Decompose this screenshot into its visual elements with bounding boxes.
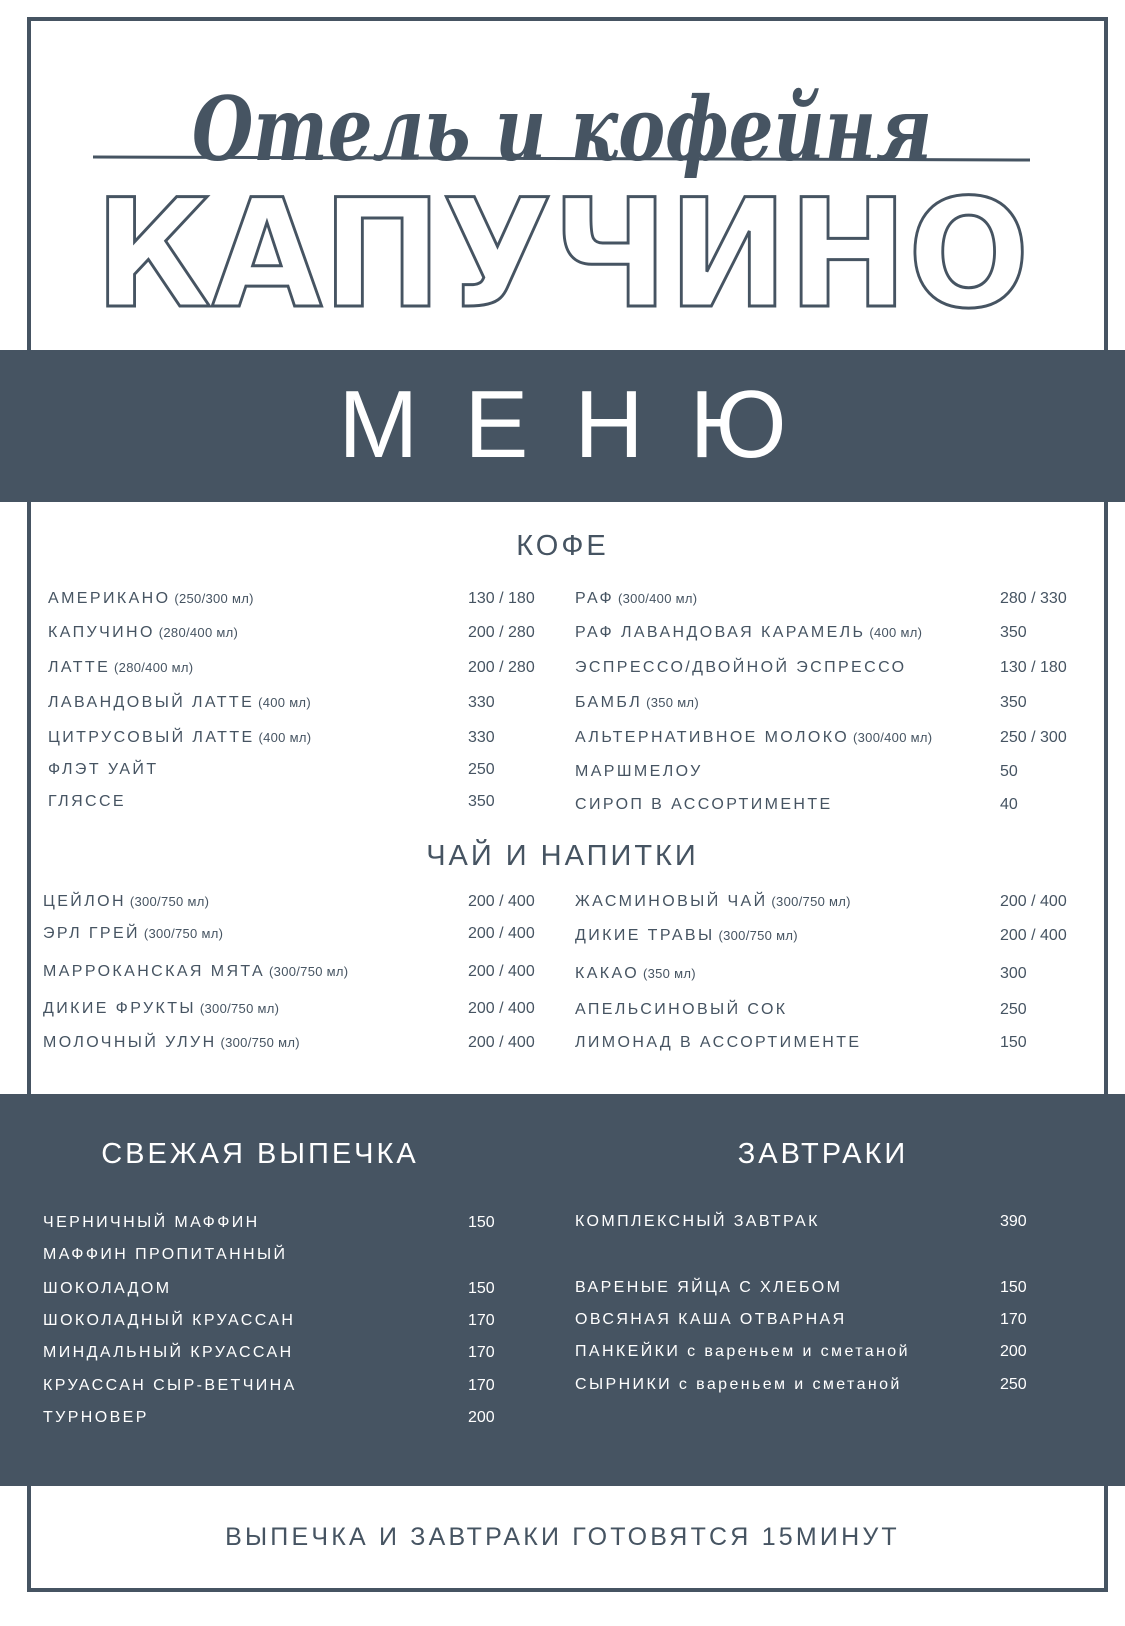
- menu-item-name: [48, 624, 238, 642]
- menu-item-name: [43, 1246, 287, 1264]
- menu-item-price: 280 / 330: [1000, 590, 1067, 607]
- menu-item-name: [575, 694, 699, 712]
- menu-item-title: РАФ: [575, 590, 615, 607]
- menu-item-name: [575, 763, 703, 781]
- menu-item-price: 150: [1000, 1279, 1027, 1296]
- menu-item-name: [43, 1000, 279, 1018]
- menu-item-title: ДИКИЕ ФРУКТЫ: [43, 1000, 196, 1017]
- menu-item-volume: (300/750 мл): [265, 964, 349, 979]
- menu-item-title: КАКАО: [575, 965, 640, 982]
- frame-bottom-line: [27, 1588, 1108, 1592]
- menu-item-price: 330: [468, 729, 495, 746]
- menu-item-title: ОВСЯНАЯ КАША ОТВАРНАЯ: [575, 1311, 847, 1328]
- menu-item-title: БАМБЛ: [575, 694, 643, 711]
- menu-item-volume: (300/750 мл): [714, 928, 798, 943]
- menu-item-name: [575, 1213, 820, 1231]
- menu-item-name: [43, 1034, 300, 1052]
- menu-item-title: ВАРЕНЫЕ ЯЙЦА С ХЛЕБОМ: [575, 1279, 843, 1296]
- menu-item-name: [43, 1344, 294, 1362]
- menu-item-price: 250: [1000, 1376, 1027, 1393]
- menu-item-name: [48, 659, 193, 677]
- menu-item-price: 200 / 400: [1000, 893, 1067, 910]
- menu-item-price: 200: [1000, 1343, 1027, 1360]
- menu-item-title: ДИКИЕ ТРАВЫ: [575, 927, 715, 944]
- menu-item-title: ШОКОЛАДОМ: [43, 1280, 172, 1297]
- menu-item-price: 350: [1000, 694, 1027, 711]
- coffee-section-title: КОФЕ: [516, 530, 609, 562]
- logo-script-text: Отель и кофейня: [192, 77, 932, 181]
- menu-item-price: 200 / 280: [468, 659, 535, 676]
- menu-item-name: [575, 1279, 842, 1297]
- menu-item-title: ПАНКЕЙКИ с вареньем и сметаной: [575, 1343, 910, 1360]
- menu-item-name: [575, 1034, 861, 1052]
- menu-item-name: [575, 729, 932, 747]
- menu-item-title: КРУАССАН СЫР-ВЕТЧИНА: [43, 1377, 297, 1394]
- menu-item-volume: (300/750 мл): [216, 1035, 300, 1050]
- menu-item-name: [43, 925, 223, 943]
- menu-item-price: 40: [1000, 796, 1018, 813]
- menu-item-volume: (300/750 мл): [125, 894, 210, 909]
- menu-item-title: АПЕЛЬСИНОВЫЙ СОК: [575, 1001, 788, 1018]
- menu-item-price: 200 / 400: [468, 1000, 535, 1017]
- menu-item-title: РАФ ЛАВАНДОВАЯ КАРАМЕЛЬ: [575, 624, 866, 641]
- menu-item-price: 300: [1000, 965, 1027, 982]
- menu-item-price: 350: [1000, 624, 1027, 641]
- menu-item-title: ГЛЯССЕ: [48, 793, 127, 810]
- menu-item-price: 170: [468, 1377, 495, 1394]
- menu-item-name: [43, 893, 209, 911]
- menu-item-volume: (300/750 мл): [139, 926, 224, 941]
- menu-item-name: [48, 590, 254, 608]
- menu-item-name: [43, 963, 348, 981]
- menu-item-title: МИНДАЛЬНЫЙ КРУАССАН: [43, 1344, 294, 1361]
- menu-item-name: [48, 729, 311, 747]
- menu-item-title: МОЛОЧНЫЙ УЛУН: [43, 1034, 217, 1051]
- menu-item-name: [575, 659, 907, 677]
- menu-item-name: [43, 1312, 295, 1330]
- menu-item-name: [43, 1280, 171, 1298]
- menu-title: МЕНЮ: [338, 371, 833, 478]
- menu-item-name: [575, 1343, 910, 1361]
- menu-item-title: МАФФИН ПРОПИТАННЫЙ: [43, 1246, 288, 1263]
- menu-item-price: 250: [1000, 1001, 1027, 1018]
- menu-item-name: [575, 590, 697, 608]
- menu-item-title: ЛИМОНАД В АССОРТИМЕНТЕ: [575, 1034, 862, 1051]
- menu-item-name: [575, 796, 833, 814]
- menu-item-volume: (350 мл): [642, 695, 699, 710]
- menu-item-title: ФЛЭТ УАЙТ: [48, 761, 159, 778]
- menu-item-name: [43, 1377, 297, 1395]
- menu-item-name: [48, 761, 159, 779]
- frame-left-line-mid: [27, 500, 31, 1096]
- menu-item-title: ЛАВАНДОВЫЙ ЛАТТЕ: [48, 694, 255, 711]
- menu-item-volume: (400 мл): [254, 695, 311, 710]
- menu-item-price: 200 / 280: [468, 624, 535, 641]
- menu-item-title: ЭРЛ ГРЕЙ: [43, 925, 140, 942]
- menu-item-volume: (300/750 мл): [767, 894, 851, 909]
- menu-item-price: 150: [468, 1280, 495, 1297]
- menu-item-name: [48, 793, 126, 811]
- menu-item-price: 200 / 400: [468, 963, 535, 980]
- menu-item-price: 330: [468, 694, 495, 711]
- menu-item-price: 200: [468, 1409, 495, 1426]
- menu-item-price: 150: [468, 1214, 495, 1231]
- menu-item-price: 250: [468, 761, 495, 778]
- menu-item-title: СИРОП В АССОРТИМЕНТЕ: [575, 796, 833, 813]
- menu-item-title: КОМПЛЕКСНЫЙ ЗАВТРАК: [575, 1213, 820, 1230]
- menu-item-title: ЖАСМИНОВЫЙ ЧАЙ: [575, 893, 768, 910]
- menu-item-volume: (300/750 мл): [195, 1001, 280, 1016]
- menu-item-volume: (250/300 мл): [170, 591, 254, 606]
- menu-item-title: ЦЕЙЛОН: [43, 893, 126, 910]
- menu-item-title: ЧЕРНИЧНЫЙ МАФФИН: [43, 1214, 260, 1231]
- menu-item-name: [575, 893, 851, 911]
- menu-item-price: 130 / 180: [1000, 659, 1067, 676]
- menu-item-price: 170: [1000, 1311, 1027, 1328]
- menu-item-volume: (400 мл): [254, 730, 312, 745]
- tea-section-title: ЧАЙ И НАПИТКИ: [426, 840, 699, 872]
- menu-item-price: 200 / 400: [468, 893, 535, 910]
- menu-item-title: ЛАТТЕ: [48, 659, 111, 676]
- menu-item-name: [575, 1001, 788, 1019]
- menu-item-title: КАПУЧИНО: [48, 624, 155, 641]
- menu-item-volume: (350 мл): [639, 966, 696, 981]
- menu-item-volume: (300/400 мл): [849, 730, 933, 745]
- menu-item-volume: (400 мл): [865, 625, 923, 640]
- menu-item-price: 130 / 180: [468, 590, 535, 607]
- menu-item-volume: (280/400 мл): [154, 625, 239, 640]
- menu-item-volume: (280/400 мл): [110, 660, 194, 675]
- menu-item-title: ШОКОЛАДНЫЙ КРУАССАН: [43, 1312, 296, 1329]
- menu-item-price: 50: [1000, 763, 1018, 780]
- menu-item-name: [43, 1214, 260, 1232]
- logo-name-text: КАПУЧИНО: [94, 168, 1030, 342]
- menu-item-price: 200 / 400: [1000, 927, 1067, 944]
- menu-item-name: [575, 624, 922, 642]
- menu-item-name: [43, 1409, 149, 1427]
- menu-item-title: АЛЬТЕРНАТИВНОЕ МОЛОКО: [575, 729, 850, 746]
- menu-item-name: [48, 694, 311, 712]
- footer-note: ВЫПЕЧКА И ЗАВТРАКИ ГОТОВЯТСЯ 15МИНУТ: [225, 1523, 900, 1551]
- menu-item-price: 200 / 400: [468, 1034, 535, 1051]
- menu-item-price: 390: [1000, 1213, 1027, 1230]
- menu-item-price: 170: [468, 1344, 495, 1361]
- menu-item-volume: (300/400 мл): [614, 591, 698, 606]
- menu-item-name: [575, 965, 696, 983]
- menu-item-title: ЭСПРЕССО/ДВОЙНОЙ ЭСПРЕССО: [575, 659, 907, 676]
- menu-item-name: [575, 1376, 902, 1394]
- hotel-cafe-logo: [0, 0, 1125, 350]
- menu-item-name: [575, 927, 798, 945]
- bakery-section-title: СВЕЖАЯ ВЫПЕЧКА: [101, 1138, 419, 1170]
- menu-item-price: 150: [1000, 1034, 1027, 1051]
- menu-item-price: 170: [468, 1312, 495, 1329]
- breakfast-section-title: ЗАВТРАКИ: [737, 1138, 909, 1170]
- menu-item-price: 200 / 400: [468, 925, 535, 942]
- menu-item-price: 350: [468, 793, 495, 810]
- menu-item-title: АМЕРИКАНО: [48, 590, 171, 607]
- menu-item-title: ТУРНОВЕР: [43, 1409, 149, 1426]
- menu-item-name: [575, 1311, 847, 1329]
- menu-item-title: МАРШМЕЛОУ: [575, 763, 703, 780]
- menu-item-title: СЫРНИКИ с вареньем и сметаной: [575, 1376, 902, 1393]
- menu-item-title: МАРРОКАНСКАЯ МЯТА: [43, 963, 266, 980]
- menu-item-title: ЦИТРУСОВЫЙ ЛАТТЕ: [48, 729, 255, 746]
- frame-right-line-mid: [1104, 500, 1108, 1096]
- menu-item-price: 250 / 300: [1000, 729, 1067, 746]
